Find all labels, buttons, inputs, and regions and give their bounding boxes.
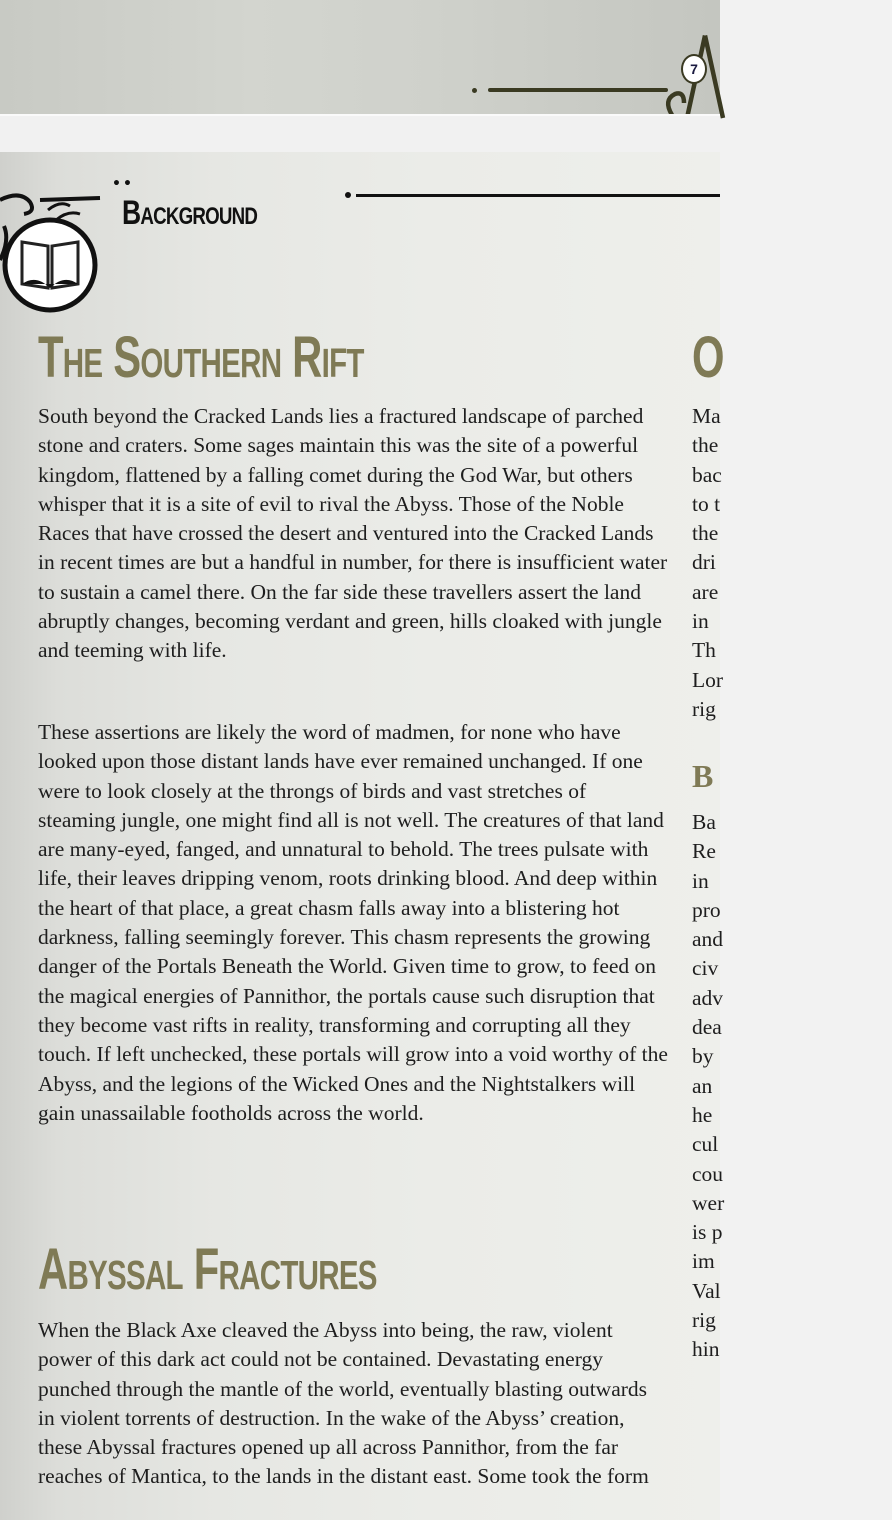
paragraph: These assertions are likely the word of madmen, for none who have looked upon those distant lands have ever remained unchanged. If one were to look closely at the throngs of birds and vast stretches of steaming jungle, one might find all is not well. The creatures of that land are many-eyed, fanged, and unnatural to behold. The trees pulsate with life, their leaves dripping venom, roots drinking blood. And deep within the heart of that place, a great chasm falls away into a blistering hot darkness, falling seemingly forever. This chasm represents the growing danger of the Portals Beneath the World. Given time to grow, to feed on the magical energies of Pannithor, the portals cause such disruption that they become vast rifts in reality, transforming and corrupting all they touch. If left unchecked, these portals will grow into a void worthy of the Abyss, and the legions of the Wicked Ones and the Nightstalkers will gain unassailable footholds across the world. — [38, 720, 668, 1125]
text-line: the — [692, 521, 719, 546]
section-title: Background — [122, 194, 258, 232]
page-separator — [0, 114, 720, 154]
text-line: wer — [692, 1190, 725, 1215]
previous-page-footer — [0, 0, 720, 114]
text-line: cou — [692, 1161, 724, 1186]
text-line: bac — [692, 462, 722, 487]
text-line: dri — [692, 550, 716, 575]
page-number: 7 — [681, 54, 707, 84]
text-line: to t — [692, 491, 721, 516]
text-line: Th — [692, 638, 716, 663]
ornament-dot — [472, 88, 477, 93]
text-line: Re — [692, 839, 716, 864]
right-column-heading: O — [692, 325, 725, 390]
text-line: dea — [692, 1015, 722, 1040]
heading-southern-rift: The Southern Rift — [38, 325, 364, 390]
text-line: Lor — [692, 667, 724, 692]
ornament-dot — [345, 192, 351, 198]
text-line: Ba — [692, 810, 716, 834]
paragraph: South beyond the Cracked Lands lies a fractured landscape of parched stone and craters. Some sages maintain this was the site of a powerful kingdom, flattened by a falling comet during the God War, but others whisper that it is a site of evil to rival the Abyss. Those of the Noble Races that have crossed the desert and ventured into the Cracked Lands in recent times are but a handful in number, for there is insufficient water to sustain a camel there. On the far side these travellers assert the land abruptly changes, becoming verdant and green, hills cloaked with jungle and teeming with life. — [38, 404, 668, 663]
text-line: the — [692, 433, 719, 458]
text-line: cul — [692, 1132, 719, 1157]
heading-abyssal-fractures: Abyssal Fractures — [38, 1237, 377, 1302]
text-line: civ — [692, 956, 719, 981]
text-line: pro — [692, 897, 721, 922]
text-line: in — [692, 609, 709, 634]
text-line: adv — [692, 985, 724, 1010]
title-rule — [356, 194, 720, 197]
text-line: hin — [692, 1337, 720, 1362]
text-line: Val — [692, 1278, 721, 1303]
text-line: Ma — [692, 404, 721, 428]
text-line: rig — [692, 696, 716, 721]
text-line: in — [692, 868, 709, 893]
open-book-icon — [0, 170, 110, 300]
text-line: im — [692, 1249, 715, 1274]
right-column-subheading: B — [692, 758, 714, 794]
text-line: are — [692, 579, 719, 604]
text-line: he — [692, 1102, 713, 1127]
text-line: an — [692, 1073, 713, 1098]
text-line: by — [692, 1044, 714, 1069]
page-content — [0, 152, 725, 1520]
text-line: and — [692, 927, 724, 952]
right-column-text — [692, 402, 892, 724]
ornament-dots: •• — [112, 176, 134, 192]
footer-ornament-line — [488, 88, 668, 92]
right-column-text — [692, 808, 892, 1365]
paragraph: When the Black Axe cleaved the Abyss into being, the raw, violent power of this dark act could not be contained. Devastating energy punched through the mantle of the world, eventually blasting outwards in violent torrents of destruction. In the wake of the Abyss’ creation, these Abyssal fractures opened up all across Pannithor, from the far reaches of Mantica, to the lands in the distant east. Some took the form — [38, 1318, 649, 1489]
text-line: rig — [692, 1308, 716, 1333]
text-line: is p — [692, 1220, 723, 1245]
